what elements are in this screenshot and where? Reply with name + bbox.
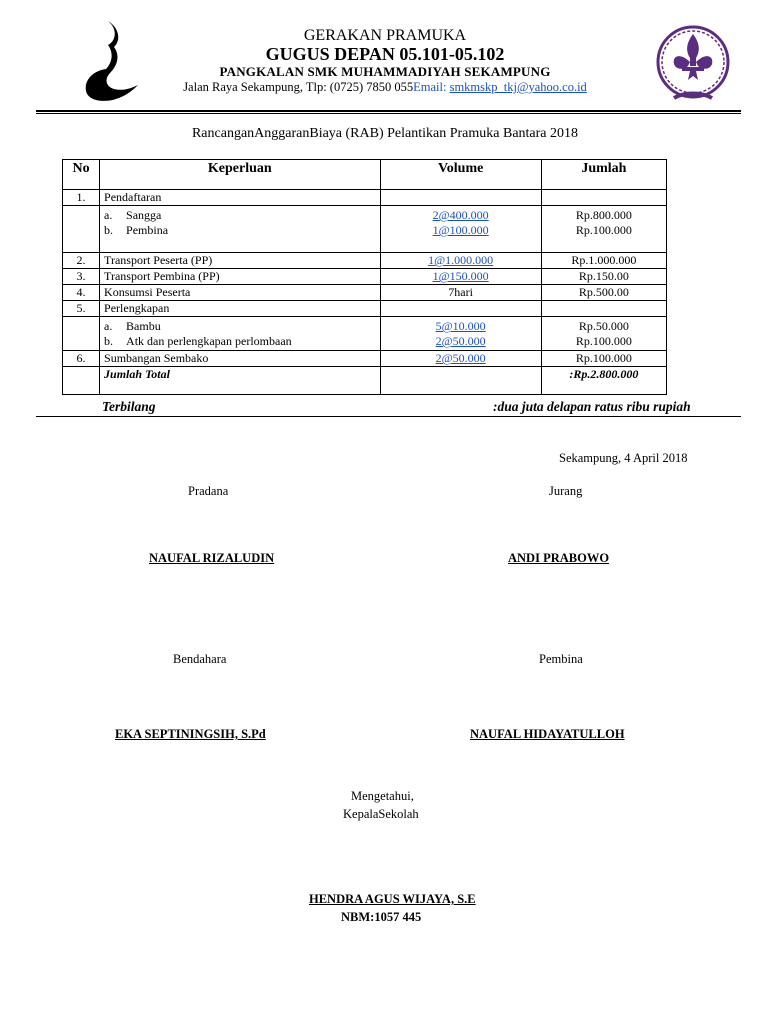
row-volume — [380, 317, 541, 351]
row-label: Transport Pembina (PP) — [100, 269, 380, 285]
header-volume: Volume — [380, 160, 541, 190]
terbilang-label: Terbilang — [102, 399, 156, 414]
row-label: Konsumsi Peserta — [100, 285, 380, 301]
row-label — [100, 206, 380, 253]
volume-link[interactable]: 1@150.000 — [432, 269, 489, 283]
terbilang-text: :dua juta delapan ratus ribu rupiah — [493, 399, 691, 414]
row-label: Transport Peserta (PP) — [100, 253, 380, 269]
header-keperluan: Keperluan — [100, 160, 380, 190]
sub-label: Atk dan perlengkapan perlombaan — [126, 334, 292, 348]
address-text: Jalan Raya Sekampung, Tlp: (0725) 7850 055 — [183, 80, 414, 94]
table-row — [63, 301, 667, 317]
table-row — [63, 253, 667, 269]
row-jumlah — [541, 317, 666, 351]
jurang-name: ANDI PRABOWO — [508, 551, 610, 565]
row-no: 2. — [63, 253, 100, 269]
row-volume: 7hari — [380, 285, 541, 301]
volume-link[interactable]: 2@50.000 — [435, 334, 486, 348]
sub-letter: b. — [104, 334, 114, 348]
header-no: No — [63, 160, 100, 190]
row-volume — [380, 269, 541, 285]
tunas-kelapa-logo-icon — [78, 15, 140, 105]
row-volume — [380, 351, 541, 367]
row-volume — [380, 190, 541, 206]
table-row — [63, 190, 667, 206]
pradana-name: NAUFAL RIZALUDIN — [149, 551, 275, 565]
row-label — [100, 317, 380, 351]
amount: Rp.800.000 — [575, 208, 632, 222]
row-jumlah: Rp.150.00 — [541, 269, 666, 285]
kepala-sekolah-name: HENDRA AGUS WIJAYA, S.E — [309, 892, 476, 906]
sub-label: Sangga — [126, 208, 162, 222]
table-row — [63, 206, 667, 253]
terbilang-divider — [36, 416, 741, 417]
sub-letter: a. — [104, 208, 113, 222]
jurang-role: Jurang — [549, 484, 583, 498]
org-name: GERAKAN PRAMUKA — [303, 27, 467, 44]
row-no: 1. — [63, 190, 100, 206]
budget-table — [62, 159, 667, 395]
row-jumlah: Rp.100.000 — [541, 351, 666, 367]
header-divider-thin — [36, 113, 741, 114]
header-jumlah: Jumlah — [541, 160, 666, 190]
row-jumlah — [541, 301, 666, 317]
address-line — [140, 80, 630, 95]
sub-item — [104, 208, 375, 223]
table-total-row — [63, 367, 667, 395]
sub-item — [104, 334, 375, 349]
row-volume — [380, 206, 541, 253]
sub-item — [104, 319, 375, 334]
row-volume — [380, 253, 541, 269]
row-no — [63, 367, 100, 395]
row-jumlah — [541, 190, 666, 206]
table-row — [63, 351, 667, 367]
sub-letter: a. — [104, 319, 113, 333]
volume-link[interactable]: 1@100.000 — [432, 223, 489, 237]
row-volume — [380, 301, 541, 317]
bendahara-name: EKA SEPTININGSIH, S.Pd — [115, 727, 266, 741]
sub-item — [104, 223, 375, 238]
row-label: Pendaftaran — [100, 190, 380, 206]
row-jumlah: Rp.1.000.000 — [541, 253, 666, 269]
kepala-sekolah-nbm: NBM:1057 445 — [341, 910, 422, 924]
row-no — [63, 317, 100, 351]
row-no: 3. — [63, 269, 100, 285]
document-title: RancanganAnggaranBiaya (RAB) Pelantikan Pramuka Bantara 2018 — [191, 126, 579, 141]
total-amount: :Rp.2.800.000 — [541, 367, 666, 395]
scout-fleur-de-lis-logo-icon — [654, 22, 732, 106]
pembina-role: Pembina — [539, 652, 583, 666]
volume-link[interactable]: 2@50.000 — [435, 351, 486, 365]
table-row — [63, 269, 667, 285]
sub-label: Bambu — [126, 319, 161, 333]
row-no: 4. — [63, 285, 100, 301]
place-date: Sekampung, 4 April 2018 — [559, 451, 688, 465]
row-jumlah — [541, 206, 666, 253]
email-link[interactable]: smkmskp_tkj@yahoo.co.id — [449, 80, 587, 94]
row-label: Sumbangan Sembako — [100, 351, 380, 367]
volume-link[interactable]: 1@1.000.000 — [428, 253, 494, 267]
sub-letter: b. — [104, 223, 114, 237]
row-no — [63, 206, 100, 253]
sub-label: Pembina — [126, 223, 169, 237]
amount: Rp.100.000 — [575, 223, 632, 237]
base-name: PANGKALAN SMK MUHAMMADIYAH SEKAMPUNG — [219, 64, 551, 79]
email-label: Email: — [413, 80, 450, 94]
table-header-row — [63, 160, 667, 190]
pradana-role: Pradana — [188, 484, 229, 498]
header-divider-thick — [36, 110, 741, 112]
pembina-name: NAUFAL HIDAYATULLOH — [470, 727, 625, 741]
row-no: 5. — [63, 301, 100, 317]
amount: Rp.100.000 — [575, 334, 632, 348]
row-no: 6. — [63, 351, 100, 367]
amount: Rp.50.000 — [578, 319, 629, 333]
row-jumlah: Rp.500.00 — [541, 285, 666, 301]
row-volume — [380, 367, 541, 395]
kepala-sekolah-role: KepalaSekolah — [343, 807, 419, 821]
mengetahui-label: Mengetahui, — [351, 789, 414, 803]
row-label: Perlengkapan — [100, 301, 380, 317]
table-row — [63, 285, 667, 301]
total-label: Jumlah Total — [100, 367, 380, 395]
volume-link[interactable]: 5@10.000 — [435, 319, 486, 333]
bendahara-role: Bendahara — [173, 652, 227, 666]
table-row — [63, 317, 667, 351]
volume-link[interactable]: 2@400.000 — [432, 208, 489, 222]
unit-name: GUGUS DEPAN 05.101-05.102 — [265, 44, 505, 64]
